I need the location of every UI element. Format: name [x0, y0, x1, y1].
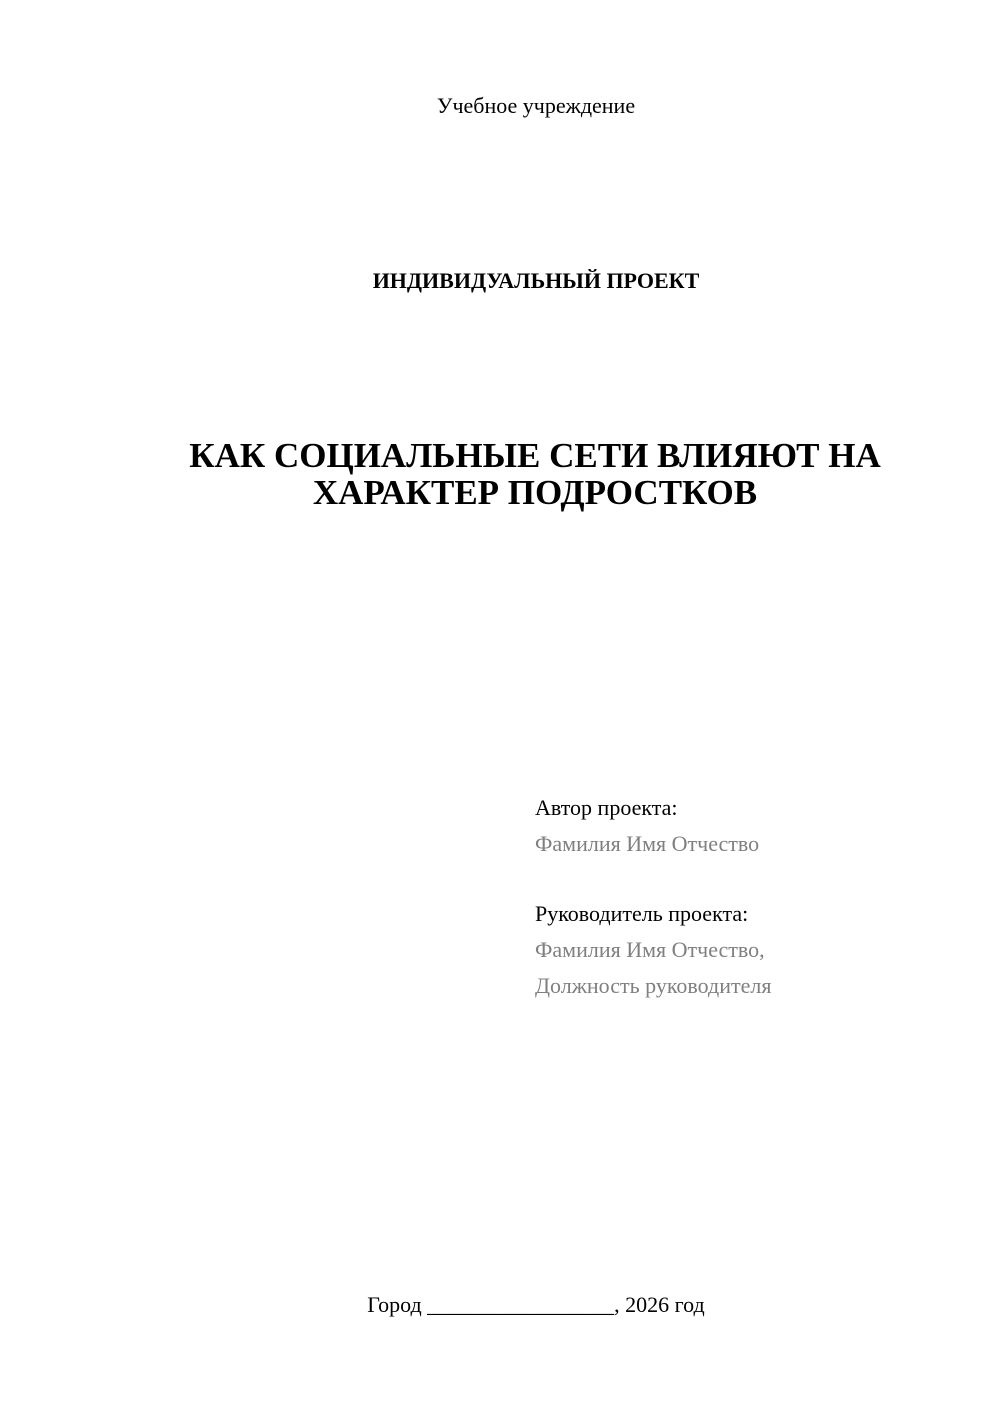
project-title [140, 437, 930, 511]
project-title-line-2: ХАРАКТЕР ПОДРОСТКОВ [312, 473, 758, 512]
supervisor-label: Руководитель проекта: [535, 901, 749, 926]
project-title-line-1: КАК СОЦИАЛЬНЫЕ СЕТИ ВЛИЯЮТ НА [189, 436, 881, 475]
credits-block [535, 790, 955, 1004]
institution-name: Учебное учреждение [436, 93, 636, 118]
credits-spacer [535, 862, 955, 896]
supervisor-position-placeholder: Должность руководителя [535, 973, 772, 998]
supervisor-name-placeholder: Фамилия Имя Отчество, [535, 937, 765, 962]
city-year-line: Город _________________, 2026 год [367, 1292, 705, 1317]
author-label: Автор проекта: [535, 795, 678, 820]
project-type-heading: ИНДИВИДУАЛЬНЫЙ ПРОЕКТ [372, 268, 700, 293]
author-name-placeholder: Фамилия Имя Отчество [535, 831, 760, 856]
